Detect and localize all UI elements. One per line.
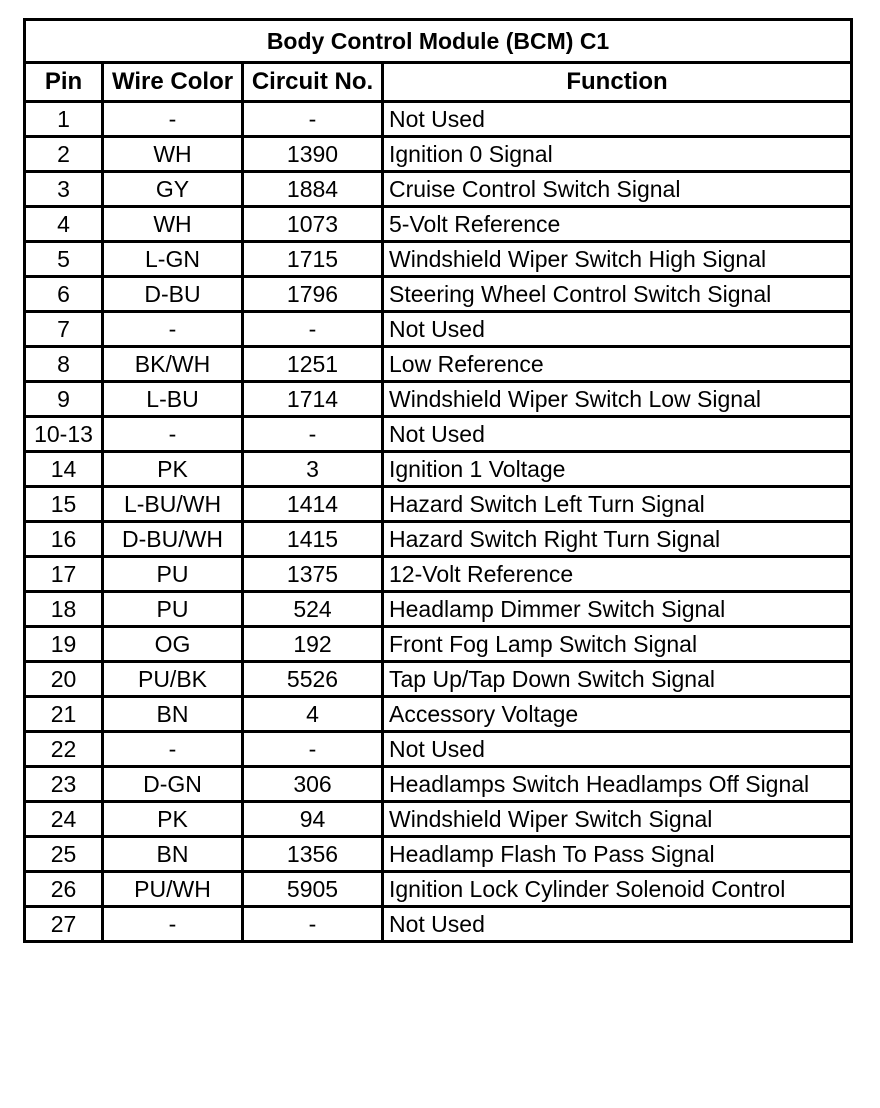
table-row — [25, 697, 852, 732]
function-cell: Low Reference — [383, 347, 852, 382]
table-row — [25, 907, 852, 942]
function-cell: Tap Up/Tap Down Switch Signal — [383, 662, 852, 697]
wire-color-cell: BK/WH — [103, 347, 243, 382]
table-row — [25, 347, 852, 382]
function-cell: Headlamps Switch Headlamps Off Signal — [383, 767, 852, 802]
function-cell: Not Used — [383, 907, 852, 942]
function-cell: 12-Volt Reference — [383, 557, 852, 592]
circuit-number-cell: - — [243, 417, 383, 452]
table-title: Body Control Module (BCM) C1 — [25, 20, 852, 63]
table-row — [25, 277, 852, 312]
circuit-number-cell: 1251 — [243, 347, 383, 382]
table-row — [25, 172, 852, 207]
wire-color-cell: BN — [103, 837, 243, 872]
function-cell: Ignition Lock Cylinder Solenoid Control — [383, 872, 852, 907]
function-cell: Cruise Control Switch Signal — [383, 172, 852, 207]
pin-cell: 18 — [25, 592, 103, 627]
table-row — [25, 627, 852, 662]
table-row — [25, 557, 852, 592]
wire-color-cell: PK — [103, 802, 243, 837]
function-cell: Headlamp Dimmer Switch Signal — [383, 592, 852, 627]
table-row — [25, 382, 852, 417]
pin-cell: 26 — [25, 872, 103, 907]
pin-cell: 2 — [25, 137, 103, 172]
wire-color-cell: - — [103, 312, 243, 347]
wire-color-cell: PU/WH — [103, 872, 243, 907]
circuit-number-cell: 3 — [243, 452, 383, 487]
pin-cell: 21 — [25, 697, 103, 732]
circuit-number-cell: 1884 — [243, 172, 383, 207]
pin-cell: 10-13 — [25, 417, 103, 452]
function-cell: Not Used — [383, 102, 852, 137]
table-row — [25, 802, 852, 837]
wire-color-cell: - — [103, 907, 243, 942]
function-cell: Hazard Switch Right Turn Signal — [383, 522, 852, 557]
connector-pinout-table — [23, 18, 853, 943]
column-header-pin: Pin — [25, 63, 103, 102]
pin-cell: 22 — [25, 732, 103, 767]
wire-color-cell: WH — [103, 137, 243, 172]
pin-cell: 5 — [25, 242, 103, 277]
table-title-row — [25, 20, 852, 63]
function-cell: 5-Volt Reference — [383, 207, 852, 242]
table-row — [25, 872, 852, 907]
pin-cell: 24 — [25, 802, 103, 837]
wire-color-cell: D-GN — [103, 767, 243, 802]
wire-color-cell: L-BU/WH — [103, 487, 243, 522]
table-row — [25, 207, 852, 242]
table-row — [25, 767, 852, 802]
circuit-number-cell: 1375 — [243, 557, 383, 592]
table-row — [25, 487, 852, 522]
wire-color-cell: OG — [103, 627, 243, 662]
pin-cell: 16 — [25, 522, 103, 557]
table-row — [25, 242, 852, 277]
function-cell: Headlamp Flash To Pass Signal — [383, 837, 852, 872]
wire-color-cell: D-BU/WH — [103, 522, 243, 557]
circuit-number-cell: 1714 — [243, 382, 383, 417]
wire-color-cell: PU — [103, 592, 243, 627]
circuit-number-cell: 306 — [243, 767, 383, 802]
pin-cell: 23 — [25, 767, 103, 802]
column-header-function: Function — [383, 63, 852, 102]
wire-color-cell: D-BU — [103, 277, 243, 312]
circuit-number-cell: 4 — [243, 697, 383, 732]
wire-color-cell: L-BU — [103, 382, 243, 417]
function-cell: Ignition 0 Signal — [383, 137, 852, 172]
wire-color-cell: PU — [103, 557, 243, 592]
pin-cell: 1 — [25, 102, 103, 137]
pin-cell: 27 — [25, 907, 103, 942]
pin-cell: 9 — [25, 382, 103, 417]
pin-cell: 6 — [25, 277, 103, 312]
table-row — [25, 312, 852, 347]
wire-color-cell: L-GN — [103, 242, 243, 277]
table-row — [25, 102, 852, 137]
function-cell: Not Used — [383, 312, 852, 347]
function-cell: Windshield Wiper Switch Signal — [383, 802, 852, 837]
pin-cell: 4 — [25, 207, 103, 242]
circuit-number-cell: 1415 — [243, 522, 383, 557]
wire-color-cell: BN — [103, 697, 243, 732]
wire-color-cell: GY — [103, 172, 243, 207]
table-row — [25, 137, 852, 172]
function-cell: Hazard Switch Left Turn Signal — [383, 487, 852, 522]
pin-cell: 15 — [25, 487, 103, 522]
circuit-number-cell: 1715 — [243, 242, 383, 277]
table-row — [25, 452, 852, 487]
circuit-number-cell: 1414 — [243, 487, 383, 522]
function-cell: Accessory Voltage — [383, 697, 852, 732]
function-cell: Not Used — [383, 732, 852, 767]
circuit-number-cell: 1073 — [243, 207, 383, 242]
table-row — [25, 837, 852, 872]
function-cell: Steering Wheel Control Switch Signal — [383, 277, 852, 312]
table-body — [25, 102, 852, 942]
wire-color-cell: PK — [103, 452, 243, 487]
table-row — [25, 662, 852, 697]
wire-color-cell: PU/BK — [103, 662, 243, 697]
function-cell: Windshield Wiper Switch High Signal — [383, 242, 852, 277]
table-row — [25, 417, 852, 452]
pin-cell: 19 — [25, 627, 103, 662]
function-cell: Windshield Wiper Switch Low Signal — [383, 382, 852, 417]
function-cell: Front Fog Lamp Switch Signal — [383, 627, 852, 662]
circuit-number-cell: 1796 — [243, 277, 383, 312]
circuit-number-cell: 1356 — [243, 837, 383, 872]
circuit-number-cell: - — [243, 102, 383, 137]
column-header-circuit-number: Circuit No. — [243, 63, 383, 102]
pin-cell: 14 — [25, 452, 103, 487]
circuit-number-cell: - — [243, 907, 383, 942]
table-row — [25, 592, 852, 627]
circuit-number-cell: 5526 — [243, 662, 383, 697]
circuit-number-cell: - — [243, 732, 383, 767]
function-cell: Ignition 1 Voltage — [383, 452, 852, 487]
wire-color-cell: - — [103, 417, 243, 452]
pin-cell: 17 — [25, 557, 103, 592]
circuit-number-cell: 524 — [243, 592, 383, 627]
circuit-number-cell: 1390 — [243, 137, 383, 172]
column-header-row — [25, 63, 852, 102]
wire-color-cell: WH — [103, 207, 243, 242]
pin-cell: 3 — [25, 172, 103, 207]
pin-cell: 7 — [25, 312, 103, 347]
pin-cell: 8 — [25, 347, 103, 382]
pin-cell: 25 — [25, 837, 103, 872]
circuit-number-cell: - — [243, 312, 383, 347]
wire-color-cell: - — [103, 732, 243, 767]
pin-cell: 20 — [25, 662, 103, 697]
circuit-number-cell: 192 — [243, 627, 383, 662]
circuit-number-cell: 94 — [243, 802, 383, 837]
column-header-wire-color: Wire Color — [103, 63, 243, 102]
function-cell: Not Used — [383, 417, 852, 452]
table-row — [25, 732, 852, 767]
wire-color-cell: - — [103, 102, 243, 137]
circuit-number-cell: 5905 — [243, 872, 383, 907]
table-row — [25, 522, 852, 557]
